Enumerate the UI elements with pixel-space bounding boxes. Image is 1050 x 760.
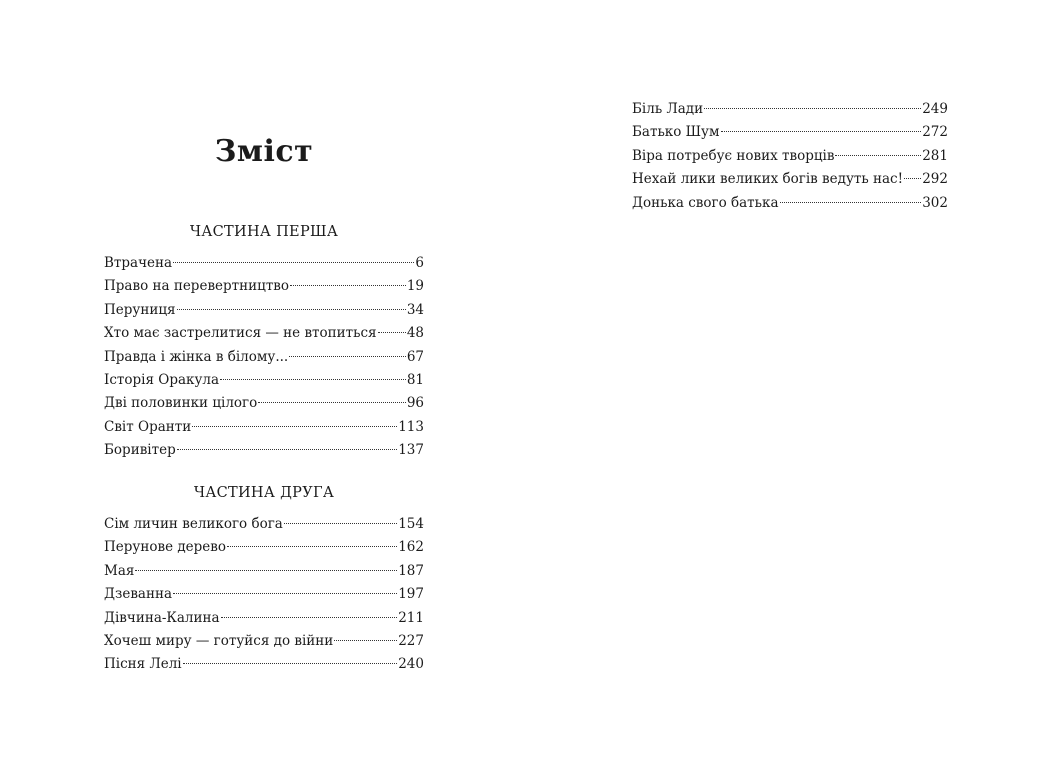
- toc-entry[interactable]: [632, 121, 948, 144]
- toc-entry-title: Мая: [104, 562, 135, 579]
- toc-entry[interactable]: [632, 168, 948, 191]
- toc-entry-page: 227: [398, 632, 424, 649]
- toc-entry[interactable]: [104, 275, 424, 298]
- toc-entry[interactable]: [104, 630, 424, 653]
- toc-entry-page: 154: [398, 516, 424, 532]
- part-one-heading: ЧАСТИНА ПЕРША: [189, 224, 339, 240]
- dot-leader: [221, 617, 398, 618]
- toc-entry-title: Перуниця: [104, 301, 176, 318]
- toc-entry-title: Дві половинки цілого: [104, 395, 258, 412]
- dot-leader: [192, 426, 397, 427]
- toc-entry[interactable]: [104, 369, 424, 392]
- dot-leader: [183, 663, 398, 664]
- toc-entry-title: Батько Шум: [632, 124, 720, 141]
- toc-entry-page: 67: [406, 348, 424, 365]
- toc-entry[interactable]: [104, 252, 424, 275]
- toc-entry[interactable]: [104, 583, 424, 606]
- dot-leader: [904, 178, 921, 179]
- toc-entry[interactable]: [104, 513, 424, 536]
- toc-entry[interactable]: [104, 416, 424, 439]
- toc-entry-title: Дівчина-Калина: [104, 609, 220, 626]
- toc-entry-title: Хто має застрелитися — не втопиться: [104, 325, 377, 342]
- toc-entry-title: Дзеванна: [104, 586, 173, 603]
- toc-entry[interactable]: [104, 346, 424, 369]
- toc-entry-title: Світ Оранти: [104, 418, 192, 435]
- dot-leader: [721, 131, 922, 132]
- dot-leader: [290, 285, 406, 286]
- dot-leader: [378, 332, 406, 333]
- toc-entry[interactable]: [104, 299, 424, 322]
- toc-entry-page: 302: [922, 194, 948, 211]
- toc-entry[interactable]: [104, 607, 424, 630]
- dot-leader: [258, 402, 406, 403]
- dot-leader: [173, 593, 397, 594]
- toc-entry-page: 249: [922, 101, 948, 117]
- toc-entry-page: 187: [398, 562, 424, 579]
- toc-entry-page: 292: [922, 171, 948, 188]
- page-title: Зміст: [214, 134, 314, 169]
- toc-entry[interactable]: [632, 192, 948, 215]
- toc-entry[interactable]: [104, 653, 424, 676]
- toc-entry-title: Біль Лади: [632, 101, 704, 117]
- toc-entry-title: Пісня Лелі: [104, 656, 182, 673]
- toc-entry-title: Нехай лики великих богів ведуть нас!: [632, 171, 904, 188]
- toc-entry-page: 162: [398, 539, 424, 556]
- toc-entry-title: Право на перевертництво: [104, 278, 290, 295]
- toc-entry-title: Донька свого батька: [632, 194, 779, 211]
- toc-entry-page: 197: [398, 586, 424, 603]
- dot-leader: [289, 356, 406, 357]
- dot-leader: [177, 449, 398, 450]
- dot-leader: [704, 108, 921, 109]
- toc-entry-title: Історія Оракула: [104, 371, 220, 388]
- dot-leader: [284, 523, 397, 524]
- toc-entry-page: 96: [406, 395, 424, 412]
- toc-entry-page: 48: [406, 325, 424, 342]
- toc-entry-page: 281: [922, 147, 948, 164]
- part-two-heading: ЧАСТИНА ДРУГА: [193, 485, 335, 501]
- toc-entry-page: 137: [398, 442, 424, 459]
- toc-entry[interactable]: [104, 392, 424, 415]
- toc-entry-title: Боривітер: [104, 442, 176, 459]
- part-one-list: [104, 252, 424, 463]
- toc-entry-page: 113: [398, 418, 424, 435]
- dot-leader: [835, 155, 921, 156]
- toc-entry-page: 34: [406, 301, 424, 318]
- continued-list: [632, 98, 948, 215]
- part-two-list: [104, 513, 424, 677]
- toc-entry-page: 272: [922, 124, 948, 141]
- toc-entry[interactable]: [632, 145, 948, 168]
- toc-entry-title: Правда і жінка в білому...: [104, 348, 289, 365]
- toc-entry-title: Віра потребує нових творців: [632, 147, 835, 164]
- toc-entry[interactable]: [632, 98, 948, 121]
- toc-entry-page: 240: [398, 656, 424, 673]
- toc-entry[interactable]: [104, 322, 424, 345]
- toc-entry-page: 6: [415, 255, 424, 271]
- dot-leader: [173, 262, 414, 263]
- toc-entry-page: 81: [406, 371, 424, 388]
- toc-entry-title: Перунове дерево: [104, 539, 227, 556]
- dot-leader: [227, 546, 397, 547]
- dot-leader: [334, 640, 397, 641]
- toc-entry[interactable]: [104, 536, 424, 559]
- dot-leader: [220, 379, 406, 380]
- toc-entry-page: 19: [406, 278, 424, 295]
- dot-leader: [135, 570, 397, 571]
- toc-entry-page: 211: [398, 609, 424, 626]
- dot-leader: [780, 202, 922, 203]
- toc-entry-title: Сім личин великого бога: [104, 516, 283, 532]
- toc-entry-title: Хочеш миру — готуйся до війни: [104, 632, 334, 649]
- toc-entry[interactable]: [104, 439, 424, 462]
- toc-entry[interactable]: [104, 560, 424, 583]
- dot-leader: [177, 309, 406, 310]
- toc-entry-title: Втрачена: [104, 255, 173, 271]
